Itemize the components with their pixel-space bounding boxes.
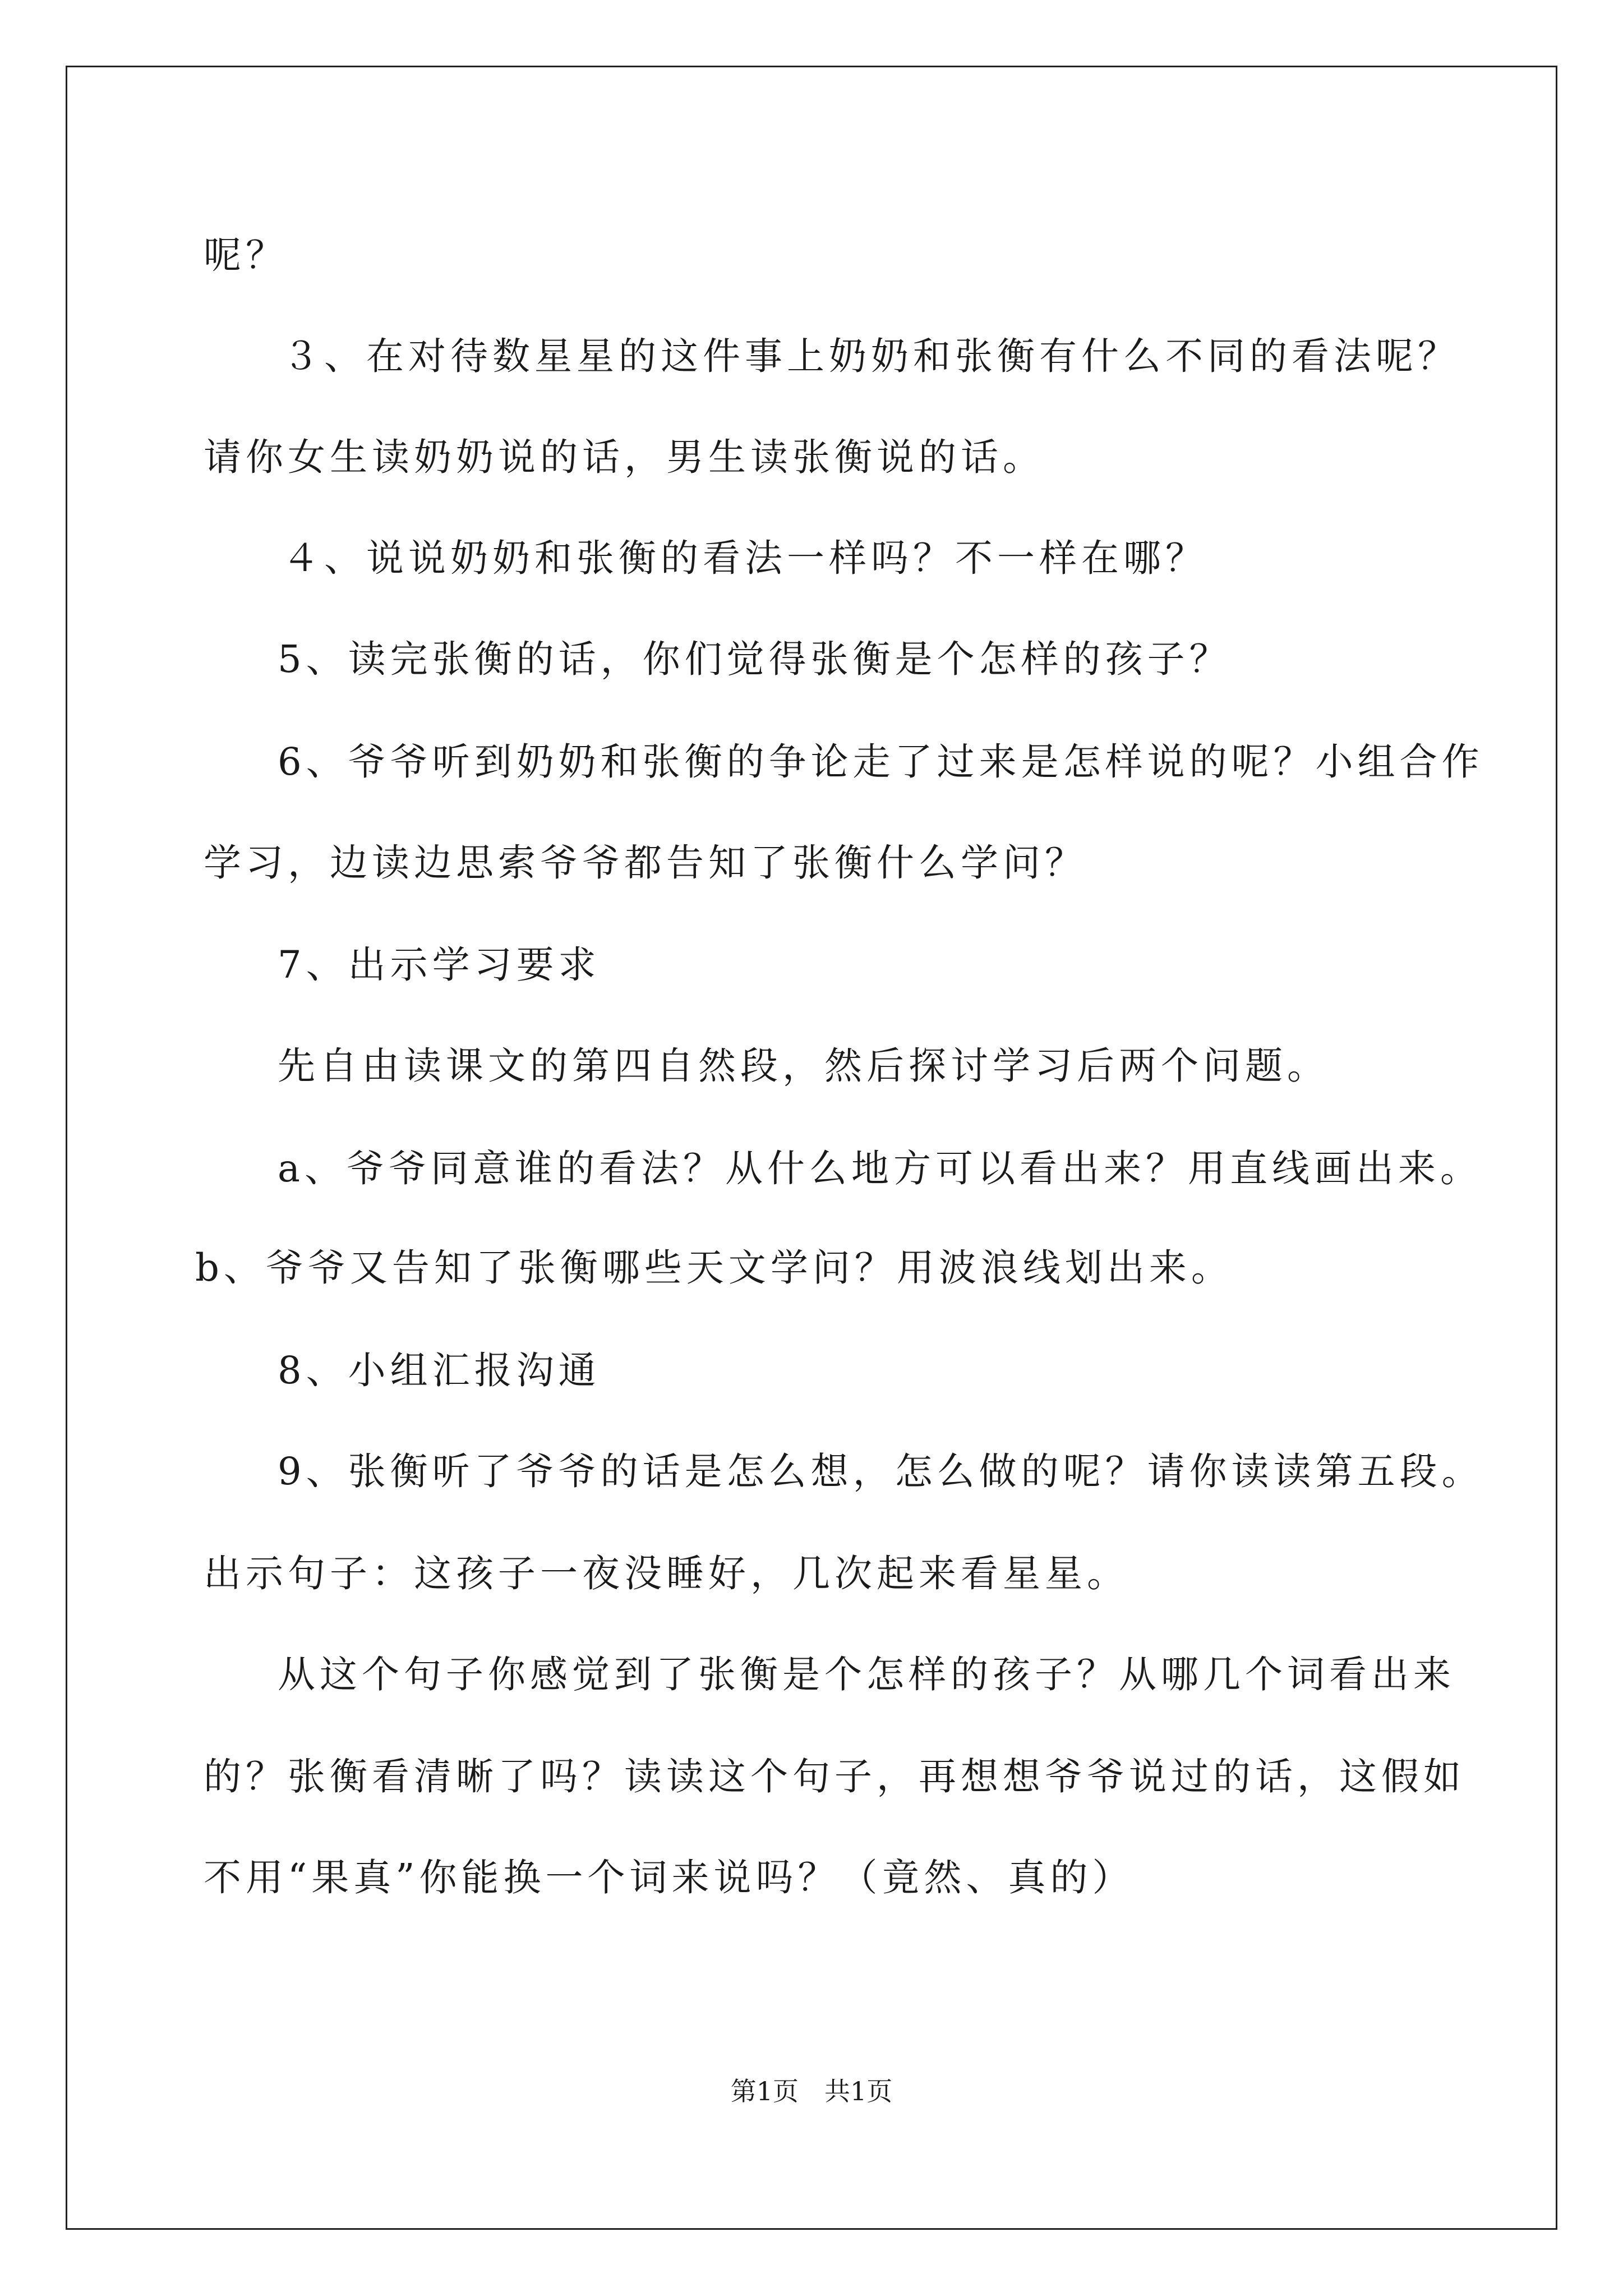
paragraph-line: 6、爷爷听到奶奶和张衡的争论走了过来是怎样说的呢？小组合作 bbox=[278, 740, 1484, 784]
page-number-footer: 第1页 共1页 bbox=[730, 2076, 893, 2106]
paragraph-line: b、爷爷又告知了张衡哪些天文学问？用波浪线划出来。 bbox=[195, 1246, 1233, 1290]
page-frame bbox=[66, 66, 1557, 2230]
paragraph-line: ４、说说奶奶和张衡的看法一样吗？不一样在哪？ bbox=[282, 536, 1207, 580]
paragraph-line: 不用“果真”你能换一个词来说吗？（竟然、真的） bbox=[204, 1856, 1135, 1899]
paragraph-line: 的？张衡看清晰了吗？读读这个句子，再想想爷爷说过的话，这假如 bbox=[204, 1755, 1465, 1798]
paragraph-line: 先自由读课文的第四自然段，然后探讨学习后两个问题。 bbox=[278, 1044, 1329, 1088]
paragraph-line: 7、出示学习要求 bbox=[278, 943, 601, 987]
paragraph-line: a、爷爷同意谁的看法？从什么地方可以看出来？用直线画出来。 bbox=[278, 1147, 1482, 1190]
paragraph-line: 学习，边读边思索爷爷都告知了张衡什么学问？ bbox=[204, 841, 1087, 885]
paragraph-line: ３、在对待数星星的这件事上奶奶和张衡有什么不同的看法呢？ bbox=[282, 334, 1460, 378]
paragraph-line: 从这个句子你感觉到了张衡是个怎样的孩子？从哪几个词看出来 bbox=[278, 1653, 1455, 1696]
paragraph-line: 呢？ bbox=[204, 233, 288, 277]
paragraph-line: 请你女生读奶奶说的话，男生读张衡说的话。 bbox=[204, 435, 1045, 479]
paragraph-line: 出示句子：这孩子一夜没睡好，几次起来看星星。 bbox=[204, 1552, 1129, 1595]
paragraph-line: 9、张衡听了爷爷的话是怎么想，怎么做的呢？请你读读第五段。 bbox=[278, 1450, 1484, 1493]
paragraph-line: 5、读完张衡的话，你们觉得张衡是个怎样的孩子？ bbox=[278, 637, 1232, 681]
paragraph-line: 8、小组汇报沟通 bbox=[278, 1349, 601, 1392]
